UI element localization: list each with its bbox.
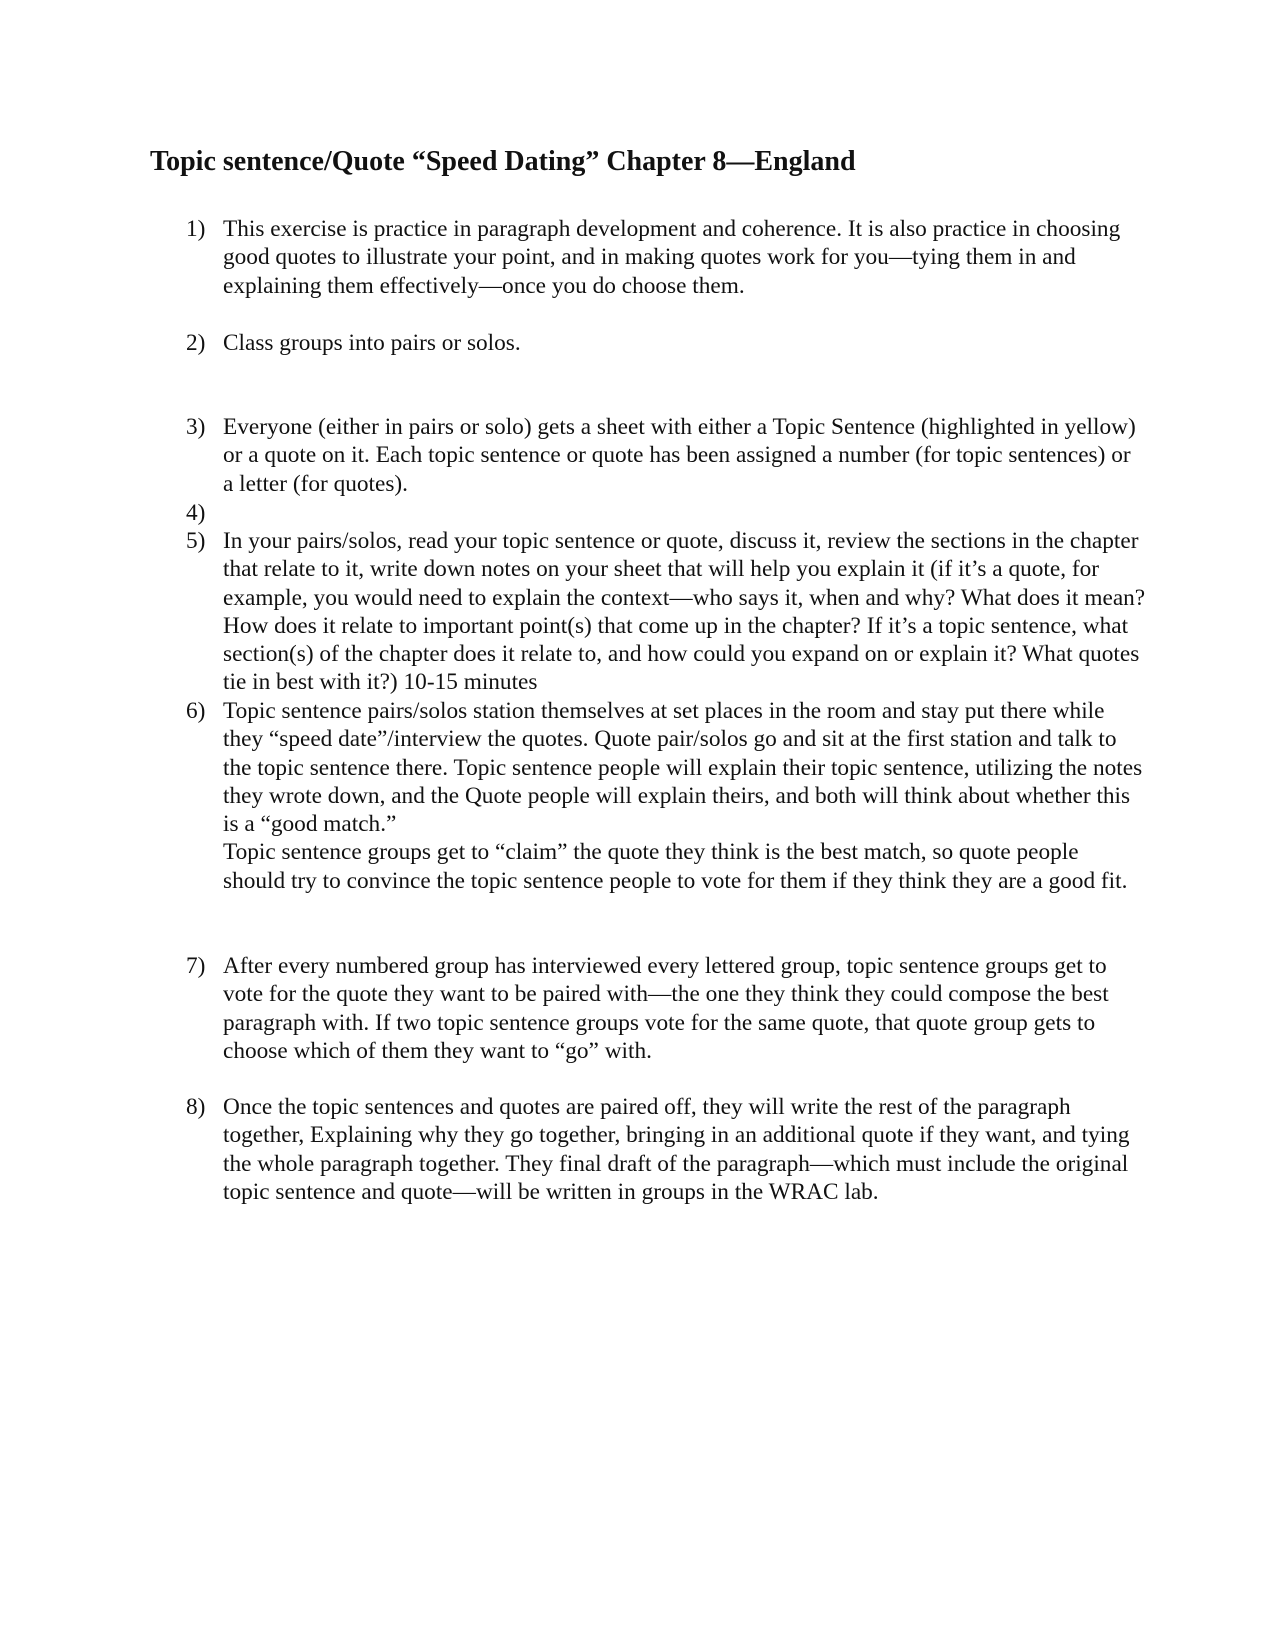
list-item [186,1093,1146,1206]
list-item [186,329,1146,357]
item-text: Once the topic sentences and quotes are paired off, they will write the rest of the paragraph together, Explaining why they go together, bringing in an additional quote if they want, and tying the whole paragraph together. They final draft of the paragraph—which must include the original topic sentence and quote—will be written in groups in the WRAC lab. [223,1094,1130,1205]
item-text: After every numbered group has interviewed every lettered group, topic sentence groups get to vote for the quote they want to be paired with—the one they think they could compose the best paragraph with. If two topic sentence groups vote for the same quote, that quote group gets to choose which of them they want to “go” with. [223,953,1109,1064]
item-number: 1) [186,216,206,242]
item-number: 5) [186,528,206,554]
list-item [186,413,1146,498]
item-number: 2) [186,330,206,356]
item-number: 6) [186,698,206,724]
item-subparagraph: Topic sentence groups get to “claim” the quote they think is the best match, so quote people should try to convince the topic sentence people to vote for them if they think they are a good fit. [223,839,1128,894]
item-text: In your pairs/solos, read your topic sentence or quote, discuss it, review the sections in the chapter that relate to it, write down notes on your sheet that will help you explain it (if it’s a quote, for example, you would need to explain the context—who says it, when and why? What does it mean? How does it relate to important point(s) that come up in the chapter? If it’s a topic sentence, what section(s) of the chapter does it relate to, and how could you expand on or explain it? What quotes tie in best with it?) 10-15 minutes [223,528,1146,696]
item-text: Everyone (either in pairs or solo) gets a sheet with either a Topic Sentence (highlighted in yellow) or a quote on it. Each topic sentence or quote has been assigned a number (for topic sentences) or a letter (for quotes). [223,414,1136,497]
document-title: Topic sentence/Quote “Speed Dating” Chapter 8—England [150,146,856,177]
item-text: This exercise is practice in paragraph development and coherence. It is also practice in choosing good quotes to illustrate your point, and in making quotes work for you—tying them in and explaining them effectively—once you do choose them. [223,216,1121,299]
list-item [186,697,1146,895]
item-number: 3) [186,414,206,440]
item-number: 4) [186,500,206,526]
list-item [186,215,1146,300]
item-number: 8) [186,1094,206,1120]
item-text: Class groups into pairs or solos. [223,330,521,356]
list-item [186,527,1146,697]
item-text: Topic sentence pairs/solos station themselves at set places in the room and stay put there while they “speed date”/interview the quotes. Quote pair/solos go and sit at the first station and talk to the topic sentence there. Topic sentence people will explain their topic sentence, utilizing the notes they wrote down, and the Quote people will explain theirs, and both will think about whether this is a “good match.” [223,698,1143,838]
item-number: 7) [186,953,206,979]
list-item [186,952,1146,1065]
